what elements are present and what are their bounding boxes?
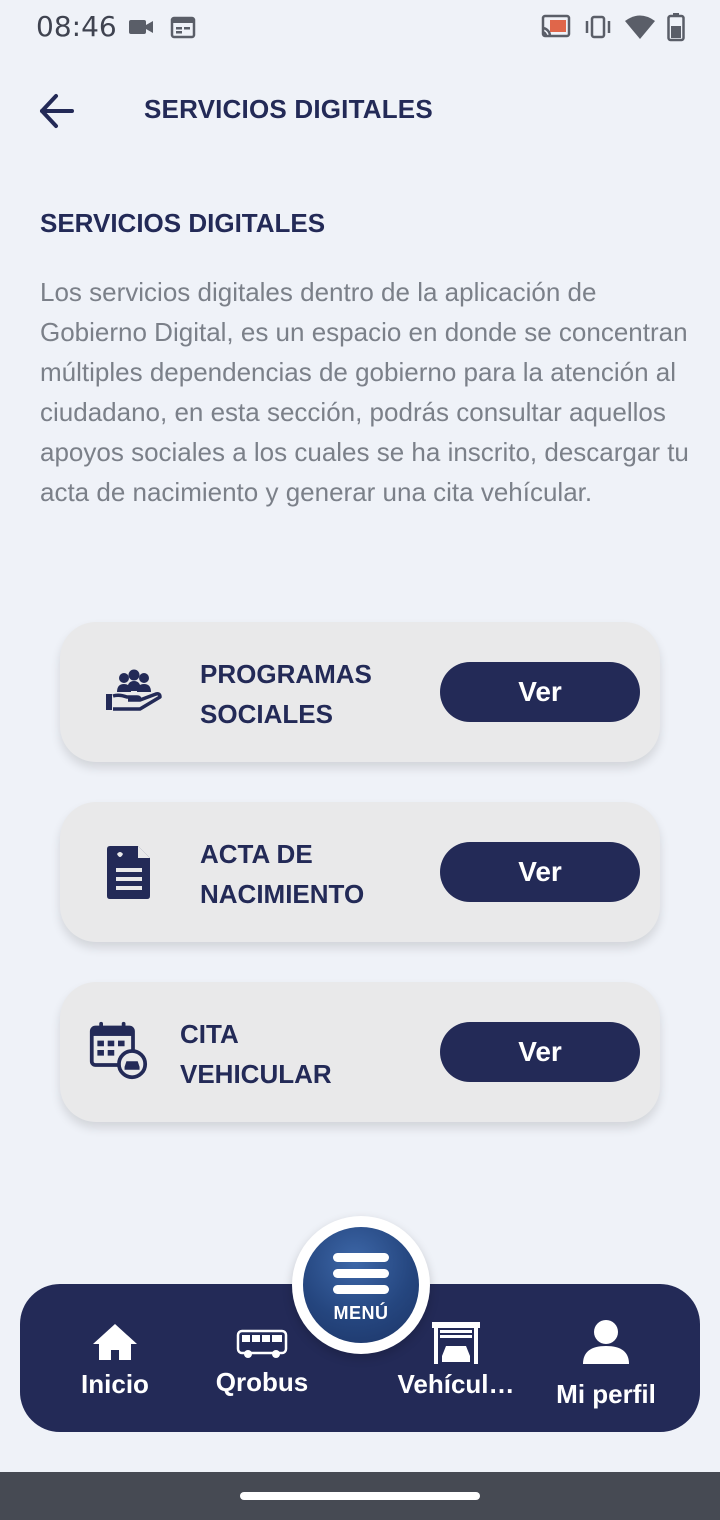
bus-icon — [236, 1328, 288, 1360]
wifi-icon — [624, 14, 656, 40]
home-gesture-handle[interactable] — [240, 1492, 480, 1500]
ver-programas-sociales-button[interactable]: Ver — [440, 662, 640, 722]
vibrate-icon — [584, 14, 612, 40]
garage-car-icon — [428, 1320, 484, 1366]
section-description: Los servicios digitales dentro de la aplicación de Gobierno Digital, es un espacio en donde se concentran múltiples dependencias de gobierno para la atención al ciudadano, en esta sección, podrás consultar aquellos apoyos sociales a los cuales se ha inscrito, descargar tu acta de nacimiento y generar una cita vehícular. — [40, 277, 689, 507]
video-camera-icon — [128, 17, 154, 37]
ver-cita-vehicular-button[interactable]: Ver — [440, 1022, 640, 1082]
arrow-left-icon — [36, 90, 78, 132]
card-programas-sociales — [60, 622, 660, 762]
calendar-icon — [170, 15, 196, 39]
card-acta-nacimiento — [60, 802, 660, 942]
nav-mi-perfil[interactable]: Mi perfil — [548, 1318, 664, 1410]
hamburger-icon — [303, 1227, 419, 1343]
ver-acta-nacimiento-button[interactable]: Ver — [440, 842, 640, 902]
hand-people-icon — [102, 662, 162, 722]
calendar-car-icon — [88, 1020, 148, 1080]
card-label: CITA VEHICULAR — [180, 1019, 332, 1089]
system-nav-bar — [0, 1472, 720, 1520]
section-title: SERVICIOS DIGITALES — [40, 208, 326, 238]
nav-inicio[interactable]: Inicio — [70, 1322, 160, 1400]
menu-button-face — [303, 1227, 419, 1343]
card-cita-vehicular — [60, 982, 660, 1122]
app-header — [0, 70, 720, 150]
menu-label: MENÚ — [333, 1303, 389, 1323]
card-label: PROGRAMAS SOCIALES — [200, 659, 372, 729]
status-bar — [0, 0, 720, 56]
battery-icon — [666, 12, 686, 42]
page-title: SERVICIOS DIGITALES — [144, 94, 433, 124]
user-icon — [581, 1318, 631, 1366]
nav-vehiculos[interactable]: Vehícul… — [396, 1320, 516, 1400]
home-icon — [91, 1322, 139, 1362]
status-time: 08:46 — [36, 10, 117, 43]
back-button[interactable] — [36, 90, 78, 132]
document-icon — [100, 842, 160, 902]
cast-icon — [540, 14, 572, 40]
nav-qrobus[interactable]: Qrobus — [210, 1328, 314, 1398]
card-label: ACTA DE NACIMIENTO — [200, 839, 365, 909]
menu-button[interactable] — [292, 1216, 430, 1354]
